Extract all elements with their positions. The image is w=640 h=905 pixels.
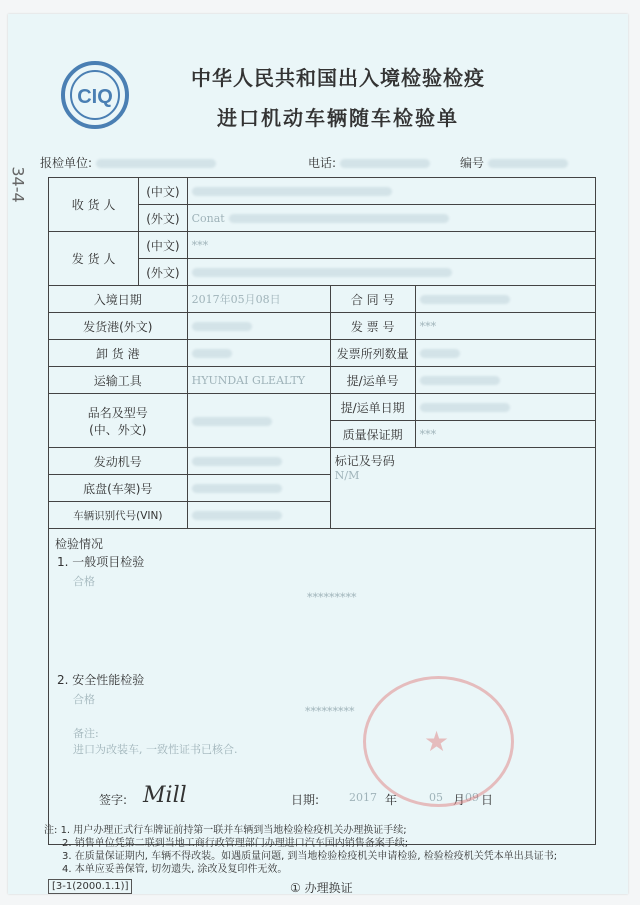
entry-date-value: 2017年05月08日 bbox=[191, 293, 281, 306]
signature-value: Mill bbox=[143, 783, 187, 808]
title-line-2: 进口机动车辆随车检验单 bbox=[217, 106, 459, 130]
warranty-label: 质量保证期 bbox=[330, 421, 415, 448]
consignee-en-value: Conat bbox=[191, 212, 225, 225]
product-label bbox=[49, 394, 188, 448]
date-day: 09 bbox=[465, 791, 479, 804]
bill-no-label: 提/运单号 bbox=[330, 367, 415, 394]
consignee-label: 收 货 人 bbox=[49, 178, 139, 232]
marks-value: N/M bbox=[334, 469, 360, 482]
transport-row bbox=[49, 367, 596, 394]
invoice-qty-label: 发票所列数量 bbox=[330, 340, 415, 367]
consignor-cn-label: (中文) bbox=[139, 232, 187, 259]
date-month: 05 bbox=[429, 791, 443, 804]
safety-inspection-label: 2. 安全性能检验 bbox=[57, 673, 145, 687]
inspection-unit-field bbox=[40, 154, 216, 171]
consignor-cn-value: *** bbox=[191, 239, 209, 252]
consignee-en-label: (外文) bbox=[139, 205, 187, 232]
product-row bbox=[49, 394, 596, 421]
title-line-1: 中华人民共和国出入境检验检疫 bbox=[191, 66, 485, 90]
engine-row bbox=[49, 448, 596, 475]
chassis-label: 底盘(车架)号 bbox=[49, 475, 188, 502]
note-item: 2. 销售单位凭第二联到当地工商行政管理部门办理进口汽车国内销售备案手续; bbox=[62, 838, 409, 849]
product-label-line1: 品名及型号 bbox=[87, 405, 148, 420]
port-ship-row bbox=[49, 313, 596, 340]
port-unload-row bbox=[49, 340, 596, 367]
transport-label: 运输工具 bbox=[49, 367, 188, 394]
note-item: 3. 在质量保证期内, 车辆不得改装。如遇质量问题, 到当地检验检疫机关申请检验, 检验检疫机关凭本单出具证书; bbox=[62, 851, 558, 862]
port-ship-label: 发货港(外文) bbox=[49, 313, 188, 340]
footer-center-text: ① 办理换证 bbox=[290, 881, 353, 895]
inspection-section-label: 检验情况 bbox=[55, 537, 104, 551]
general-inspection-label: 1. 一般项目检验 bbox=[57, 555, 145, 569]
transport-value: HYUNDAI GLEALTY bbox=[191, 374, 306, 387]
remark-label: 备注: bbox=[73, 727, 99, 740]
date-year-suffix: 年 bbox=[385, 793, 398, 807]
marks-label: 标记及号码 bbox=[334, 454, 395, 468]
signature-label: 签字: bbox=[99, 793, 128, 807]
phone-field bbox=[308, 154, 430, 171]
consignor-en-label: (外文) bbox=[139, 259, 187, 286]
inspection-row bbox=[49, 529, 596, 845]
margin-handwritten-note: 34-4 bbox=[8, 166, 28, 203]
product-label-line2: (中、外文) bbox=[89, 422, 147, 437]
inspection-document bbox=[8, 14, 628, 894]
form-code: [3-1(2000.1.1)] bbox=[48, 879, 132, 894]
contract-no-label: 合 同 号 bbox=[330, 286, 415, 313]
port-unload-label: 卸 货 港 bbox=[49, 340, 188, 367]
number-label: 编号 bbox=[460, 156, 485, 170]
notes-section bbox=[44, 824, 604, 876]
entry-date-row bbox=[49, 286, 596, 313]
inspection-section bbox=[49, 529, 595, 844]
phone-label: 电话: bbox=[308, 156, 337, 170]
general-inspection-mask: ********* bbox=[307, 591, 357, 604]
date-day-suffix: 日 bbox=[481, 793, 494, 807]
note-item: 1. 用户办理正式行车牌证前持第一联并车辆到当地检验检疫机关办理换证手续; bbox=[60, 825, 407, 836]
official-seal-icon: ★ bbox=[363, 676, 514, 807]
remark-text: 进口为改装车, 一致性证书已核合. bbox=[73, 743, 238, 756]
notes-prefix: 注: bbox=[44, 825, 58, 836]
consignor-label: 发 货 人 bbox=[49, 232, 139, 286]
general-inspection-result: 合格 bbox=[73, 575, 95, 588]
consignee-cn-label: (中文) bbox=[139, 178, 187, 205]
safety-inspection-result: 合格 bbox=[73, 693, 95, 706]
entry-date-label: 入境日期 bbox=[49, 286, 188, 313]
inspection-unit-label: 报检单位: bbox=[40, 156, 93, 170]
consignee-row-cn bbox=[49, 178, 596, 205]
consignor-row-cn bbox=[49, 232, 596, 259]
logo-text: CIQ bbox=[77, 86, 113, 108]
number-field bbox=[460, 154, 568, 171]
date-month-suffix: 月 bbox=[453, 793, 466, 807]
invoice-no-value: *** bbox=[419, 320, 437, 333]
invoice-no-label: 发 票 号 bbox=[330, 313, 415, 340]
note-item: 4. 本单应妥善保管, 切勿遗失, 涂改及复印件无效。 bbox=[62, 864, 288, 875]
engine-no-label: 发动机号 bbox=[49, 448, 188, 475]
vin-label: 车辆识别代号(VIN) bbox=[49, 502, 188, 529]
bill-date-label: 提/运单日期 bbox=[330, 394, 415, 421]
date-label: 日期: bbox=[291, 793, 320, 807]
safety-inspection-mask: ********* bbox=[305, 705, 355, 718]
warranty-value: *** bbox=[419, 428, 437, 441]
date-year: 2017 bbox=[349, 791, 377, 804]
